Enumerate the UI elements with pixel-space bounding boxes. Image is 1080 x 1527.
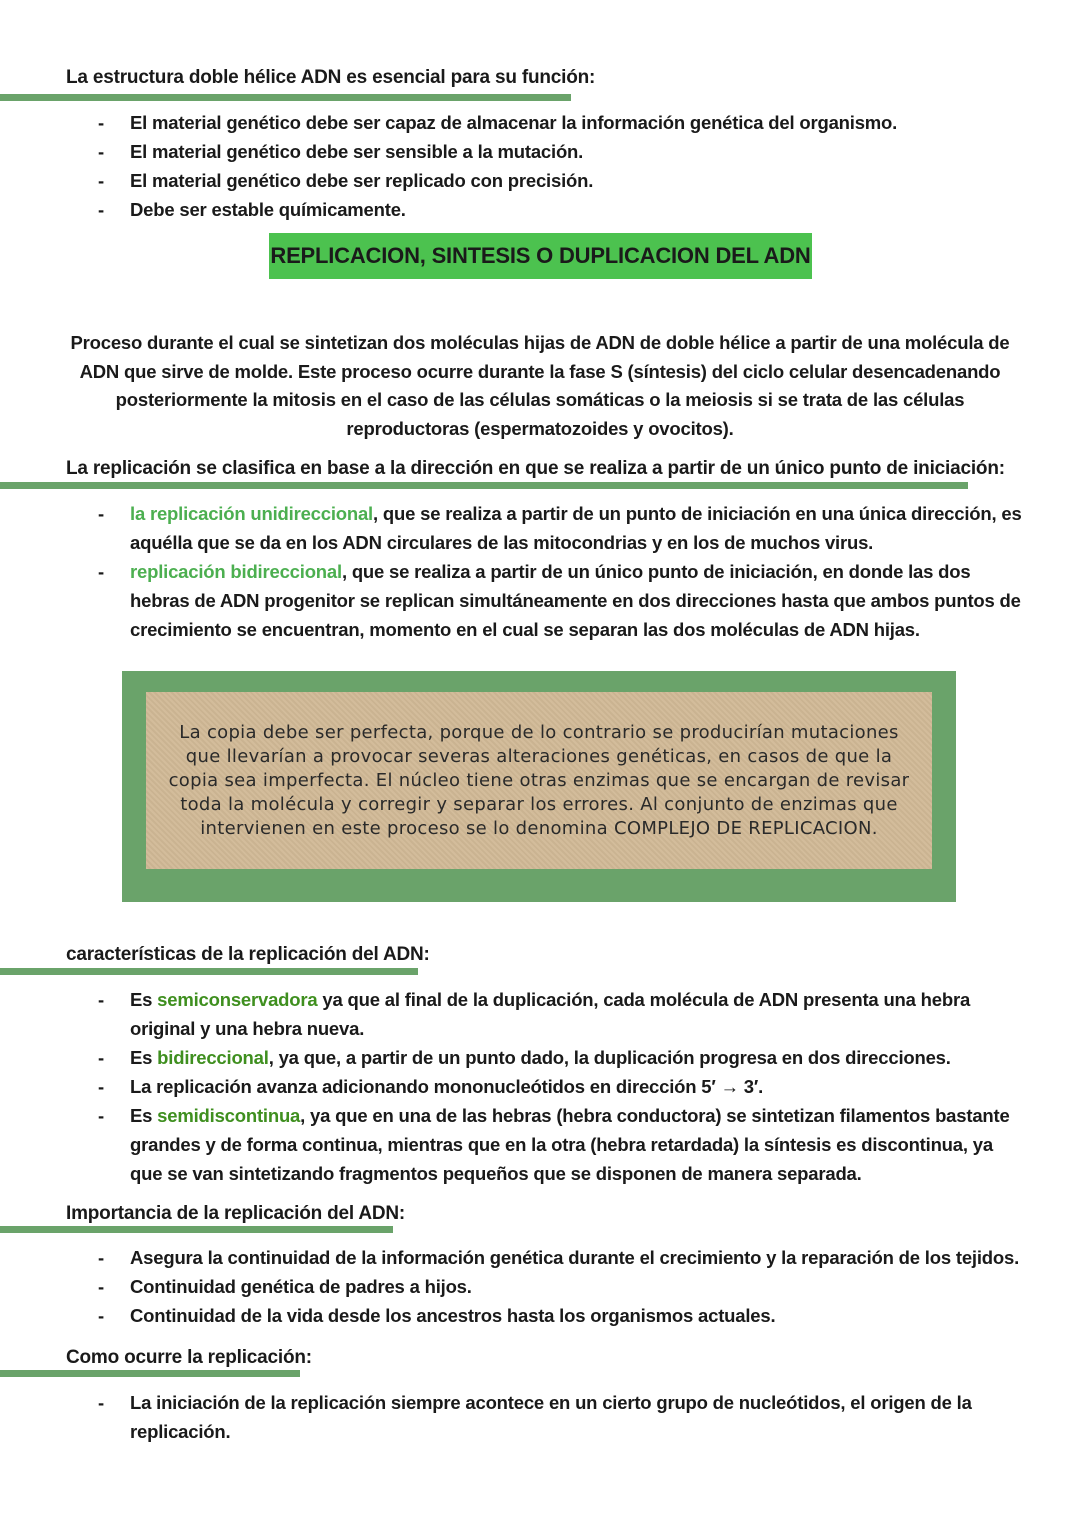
intro-paragraph: Proceso durante el cual se sintetizan dos moléculas hijas de ADN de doble hélice a partir de una molécula de ADN que sirve de molde. Este proceso ocurre durante la fase S (síntesis) del ciclo celular desencadenando posteriormente la mitosis en el caso de las células somáticas o la meiosis si se trata de las células reproductoras (espermatozoides y ovocitos). bbox=[70, 332, 1010, 439]
term-bidireccional: replicación bidireccional bbox=[130, 561, 342, 582]
section-title-box: REPLICACION, SINTESIS O DUPLICACION DEL ADN bbox=[269, 233, 812, 279]
heading-como-ocurre: Como ocurre la replicación: bbox=[66, 1347, 312, 1368]
list-item: - La iniciación de la replicación siempre acontece en un cierto grupo de nucleótidos, el origen de la replicación. bbox=[98, 1392, 972, 1442]
term-bidireccional: bidireccional bbox=[157, 1047, 269, 1068]
heading-estructura: La estructura doble hélice ADN es esencial para su función: bbox=[66, 67, 596, 88]
list-item: - Asegura la continuidad de la información genética durante el crecimiento y la reparación de los tejidos. bbox=[98, 1247, 1020, 1268]
heading-caracteristicas: características de la replicación del ADN: bbox=[66, 944, 430, 965]
note-text: La copia debe ser perfecta, porque de lo contrario se producirían mutaciones que llevarían a provocar severas alteraciones genéticas, en casos de que la copia sea imperfecta. El núcleo tiene otras enzimas que se encargan de revisar toda la molécula y corregir y separar los errores. Al conjunto de enzimas que intervienen en este proceso se lo denomina COMPLEJO DE REPLICACION. bbox=[168, 721, 910, 839]
list-caracteristicas bbox=[98, 985, 1018, 1188]
note-frame bbox=[122, 671, 956, 902]
list-importancia bbox=[98, 1243, 1038, 1330]
list-item: - Es semidiscontinua, ya que en una de las hebras (hebra conductora) se sintetizan filamentos bastante grandes y de forma continua, mientras que en la otra (hebra retardada) la síntesis es discontinua, ya que se van sintetizando fragmentos pequeños que se disponen de manera separada. bbox=[98, 1105, 1010, 1184]
list-item: - la replicación unidireccional, que se realiza a partir de un punto de iniciación en una única dirección, es aquélla que se da en los ADN circulares de las mitocondrias y en los de muchos virus. bbox=[98, 503, 1022, 553]
heading-underline bbox=[0, 968, 418, 975]
heading-underline bbox=[0, 482, 968, 489]
list-item: - Debe ser estable químicamente. bbox=[98, 199, 406, 220]
list-item: - Continuidad de la vida desde los ancestros hasta los organismos actuales. bbox=[98, 1305, 776, 1326]
list-item: - Es bidireccional, ya que, a partir de un punto dado, la duplicación progresa en dos direcciones. bbox=[98, 1047, 951, 1068]
heading-importancia: Importancia de la replicación del ADN: bbox=[66, 1203, 406, 1224]
list-como-ocurre bbox=[98, 1388, 998, 1446]
list-item: - Es semiconservadora ya que al final de la duplicación, cada molécula de ADN presenta una hebra original y una hebra nueva. bbox=[98, 989, 971, 1039]
term-semiconservadora: semiconservadora bbox=[157, 989, 318, 1010]
list-item: - El material genético debe ser capaz de almacenar la información genética del organismo. bbox=[98, 112, 898, 133]
list-item: - El material genético debe ser replicado con precisión. bbox=[98, 170, 594, 191]
list-item: - replicación bidireccional, que se realiza a partir de un único punto de iniciación, en donde las dos hebras de ADN progenitor se replican simultáneamente en dos direcciones hasta que ambos puntos de crecimiento se encuentran, momento en el cual se separan las dos moléculas de ADN hijas. bbox=[98, 561, 1021, 640]
note-box bbox=[146, 692, 932, 869]
heading-underline bbox=[0, 1370, 300, 1377]
list-clasificacion bbox=[98, 499, 1023, 644]
list-item: - La replicación avanza adicionando mononucleótidos en dirección 5′ → 3′. bbox=[98, 1076, 764, 1097]
heading-underline bbox=[0, 1226, 393, 1233]
term-unidireccional: la replicación unidireccional bbox=[130, 503, 374, 524]
list-item: - Continuidad genética de padres a hijos. bbox=[98, 1276, 472, 1297]
heading-underline bbox=[0, 94, 571, 101]
list-estructura bbox=[98, 108, 897, 224]
heading-clasificacion: La replicación se clasifica en base a la dirección en que se realiza a partir de un único punto de iniciación: bbox=[66, 458, 1005, 479]
term-semidiscontinua: semidiscontinua bbox=[157, 1105, 301, 1126]
list-item: - El material genético debe ser sensible a la mutación. bbox=[98, 141, 584, 162]
